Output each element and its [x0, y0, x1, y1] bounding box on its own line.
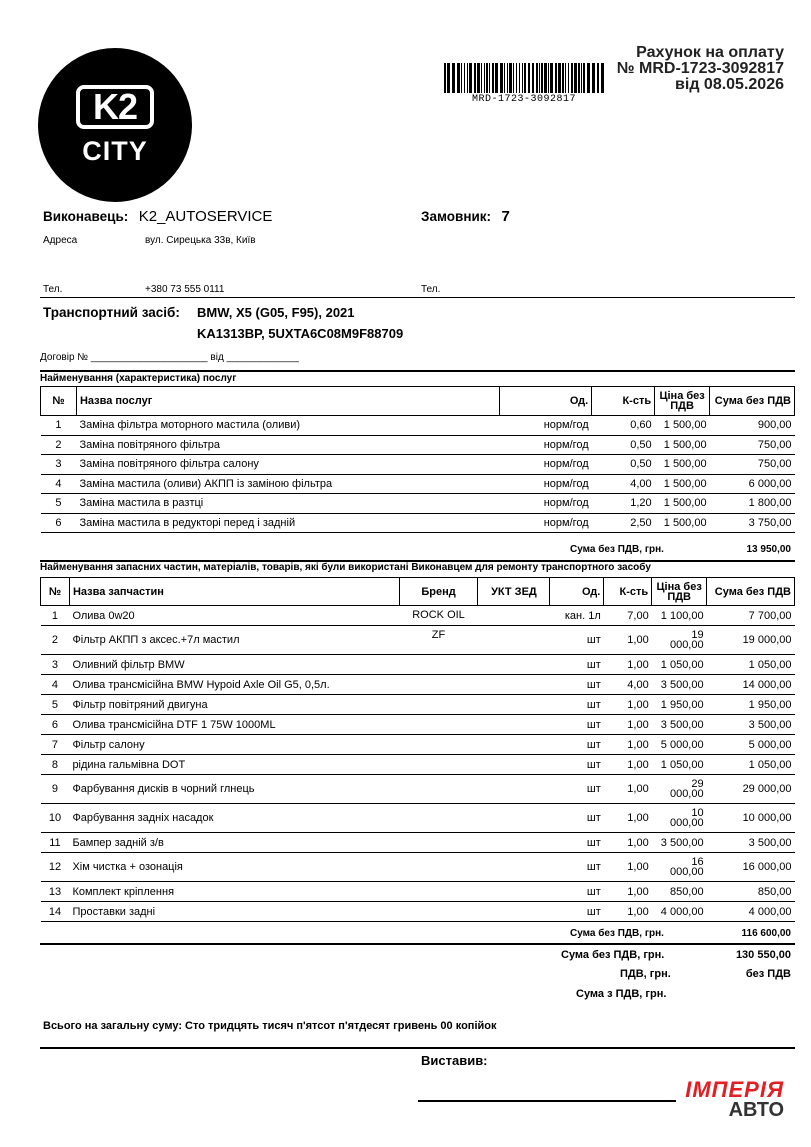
cell-unit: шт — [550, 675, 604, 695]
barcode-bar — [474, 63, 476, 93]
cell-no: 5 — [41, 494, 77, 514]
cell-ukt — [478, 804, 550, 833]
col-header-name: Назва послуг — [76, 387, 499, 416]
services-table — [40, 386, 795, 533]
cell-brand: ROCK OIL — [399, 606, 478, 626]
barcode-bar — [469, 63, 472, 93]
barcode-bar — [574, 63, 577, 93]
cell-name: Олива 0w20 — [69, 606, 399, 626]
part-row — [41, 882, 795, 902]
cell-qty: 1,00 — [604, 882, 652, 902]
cell-price: 3 500,00 — [652, 833, 707, 853]
cell-sum: 900,00 — [710, 416, 795, 436]
col-header-no: № — [41, 387, 77, 416]
col-header-name: Назва запчастин — [69, 578, 399, 606]
cell-ukt — [478, 833, 550, 853]
customer-phone-label: Тел. — [421, 284, 441, 295]
contract-line — [40, 352, 299, 363]
barcode-bar — [467, 63, 468, 93]
cell-no: 8 — [41, 755, 70, 775]
cell-name: Заміна фільтра моторного мастила (оливи) — [76, 416, 499, 436]
cell-qty: 4,00 — [592, 474, 655, 494]
cell-no: 6 — [41, 715, 70, 735]
barcode-bar — [587, 63, 590, 93]
vat-label: ПДВ, грн. — [620, 968, 671, 980]
customer-label: Замовник: — [421, 209, 492, 224]
cell-unit: шт — [550, 775, 604, 804]
cell-unit: норм/год — [500, 513, 592, 533]
cell-price: 19 000,00 — [652, 626, 707, 655]
barcode-bar — [524, 63, 526, 93]
cell-price: 29 000,00 — [652, 775, 707, 804]
barcode-bar — [562, 63, 564, 93]
parts-section-title: Найменування запасних частин, матеріалів, товарів, які були використані Виконавцем для ремонту транспортного засобу — [40, 562, 651, 573]
col-header-sum: Сума без ПДВ — [710, 387, 795, 416]
cell-no: 11 — [41, 833, 70, 853]
signature-line — [418, 1100, 676, 1102]
cell-brand — [399, 695, 478, 715]
divider — [40, 370, 795, 372]
cell-qty: 2,50 — [592, 513, 655, 533]
col-header-price: Ціна без ПДВ — [652, 578, 707, 606]
cell-no: 14 — [41, 902, 70, 922]
invoice-number: № MRD-1723-3092817 — [616, 60, 784, 77]
cell-name: Бампер задній з/в — [69, 833, 399, 853]
cell-brand — [399, 853, 478, 882]
cell-no: 3 — [41, 455, 77, 475]
cell-price: 1 500,00 — [655, 455, 710, 475]
services-header-row — [41, 387, 795, 416]
cell-qty: 1,00 — [604, 902, 652, 922]
parts-total: 116 600,00 — [741, 928, 791, 939]
cell-sum: 1 950,00 — [707, 695, 795, 715]
cell-qty: 1,00 — [604, 755, 652, 775]
part-row — [41, 715, 795, 735]
parts-header-row — [41, 578, 795, 606]
cell-unit: шт — [550, 755, 604, 775]
cell-sum: 3 750,00 — [710, 513, 795, 533]
cell-ukt — [478, 735, 550, 755]
cell-ukt — [478, 626, 550, 655]
cell-sum: 3 500,00 — [707, 715, 795, 735]
cell-sum: 750,00 — [710, 455, 795, 475]
part-row — [41, 804, 795, 833]
col-header-qty: К-сть — [604, 578, 652, 606]
service-row — [41, 513, 795, 533]
cell-unit: норм/год — [500, 494, 592, 514]
barcode-bar — [565, 63, 566, 93]
contract-label: Договір № — [40, 352, 89, 363]
cell-price: 1 950,00 — [652, 695, 707, 715]
cell-qty: 1,20 — [592, 494, 655, 514]
cell-sum: 1 050,00 — [707, 655, 795, 675]
barcode-bar — [495, 63, 498, 93]
cell-price: 1 050,00 — [652, 655, 707, 675]
vehicle-plate-vin: KA1313BP, 5UXTA6C08M9F88709 — [197, 326, 404, 341]
barcode-bar — [481, 63, 482, 93]
service-row — [41, 435, 795, 455]
brand-logo-bottom: АВТО — [728, 1099, 784, 1121]
barcode-bar — [477, 63, 480, 93]
barcode-bar — [500, 63, 503, 93]
cell-unit: шт — [550, 882, 604, 902]
barcode-bar — [601, 63, 604, 93]
customer-block — [421, 208, 510, 226]
cell-ukt — [478, 715, 550, 735]
vehicle-label: Транспортний засіб: — [43, 305, 180, 320]
cell-unit: шт — [550, 735, 604, 755]
service-row — [41, 455, 795, 475]
cell-brand — [399, 804, 478, 833]
barcode-bar — [571, 63, 573, 93]
cell-qty: 0,50 — [592, 435, 655, 455]
barcode-bar — [507, 63, 508, 93]
cell-brand — [399, 735, 478, 755]
cell-qty: 1,00 — [604, 775, 652, 804]
cell-ukt — [478, 755, 550, 775]
barcode-bar — [539, 63, 540, 93]
cell-brand — [399, 833, 478, 853]
cell-qty: 7,00 — [604, 606, 652, 626]
cell-unit: норм/год — [500, 416, 592, 436]
signature-label: Виставив: — [421, 1053, 488, 1068]
col-header-unit: Од. — [500, 387, 592, 416]
barcode-bar — [581, 63, 582, 93]
cell-brand — [399, 902, 478, 922]
part-row — [41, 626, 795, 655]
cell-no: 4 — [41, 675, 70, 695]
cell-price: 3 500,00 — [652, 715, 707, 735]
cell-no: 12 — [41, 853, 70, 882]
cell-no: 10 — [41, 804, 70, 833]
barcode-bar — [583, 63, 585, 93]
executor-label: Виконавець: — [43, 209, 129, 224]
cell-sum: 5 000,00 — [707, 735, 795, 755]
cell-ukt — [478, 853, 550, 882]
cell-unit: шт — [550, 902, 604, 922]
cell-no: 9 — [41, 775, 70, 804]
barcode-bar — [519, 63, 520, 93]
barcode-bar — [452, 63, 455, 93]
cell-no: 3 — [41, 655, 70, 675]
address-value: вул. Сирецька 33в, Київ — [145, 235, 256, 246]
total-in-words: Всього на загальну суму: Сто тридцять тисяч п'ятсот п'ятдесят гривень 00 копійок — [43, 1020, 497, 1032]
cell-sum: 3 500,00 — [707, 833, 795, 853]
invoice-header — [617, 45, 784, 93]
cell-price: 1 050,00 — [652, 755, 707, 775]
barcode-bar — [528, 63, 530, 93]
part-row — [41, 606, 795, 626]
barcode-bar — [568, 63, 569, 93]
barcode-bar — [541, 63, 543, 93]
cell-sum: 29 000,00 — [707, 775, 795, 804]
cell-no: 2 — [41, 435, 77, 455]
cell-name: Фарбування задніх насадок — [69, 804, 399, 833]
cell-qty: 4,00 — [604, 675, 652, 695]
cell-brand — [399, 675, 478, 695]
cell-sum: 1 050,00 — [707, 755, 795, 775]
part-row — [41, 902, 795, 922]
cell-sum: 16 000,00 — [707, 853, 795, 882]
cell-price: 1 100,00 — [652, 606, 707, 626]
cell-price: 1 500,00 — [655, 435, 710, 455]
part-row — [41, 755, 795, 775]
barcode-bar — [447, 63, 450, 93]
cell-qty: 1,00 — [604, 833, 652, 853]
barcode-bar — [558, 63, 561, 93]
part-row — [41, 655, 795, 675]
cell-ukt — [478, 775, 550, 804]
vat-value: без ПДВ — [745, 968, 791, 980]
cell-qty: 1,00 — [604, 626, 652, 655]
cell-name: Фільтр повітряний двигуна — [69, 695, 399, 715]
cell-brand — [399, 882, 478, 902]
col-header-price: Ціна без ПДВ — [655, 387, 710, 416]
part-row — [41, 775, 795, 804]
cell-name: рідина гальмівна DOT — [69, 755, 399, 775]
cell-price: 4 000,00 — [652, 902, 707, 922]
cell-unit: шт — [550, 833, 604, 853]
sum-no-vat-label: Сума без ПДВ, грн. — [561, 949, 665, 961]
cell-no: 2 — [41, 626, 70, 655]
service-row — [41, 494, 795, 514]
cell-price: 1 500,00 — [655, 474, 710, 494]
barcode-bar — [532, 63, 534, 93]
cell-price: 5 000,00 — [652, 735, 707, 755]
sum-with-vat-label: Сума з ПДВ, грн. — [576, 988, 667, 1000]
part-row — [41, 735, 795, 755]
cell-unit: шт — [550, 853, 604, 882]
cell-qty: 1,00 — [604, 655, 652, 675]
cell-brand: ZF — [399, 626, 478, 655]
cell-unit: норм/год — [500, 474, 592, 494]
cell-name: Комплект кріплення — [69, 882, 399, 902]
cell-qty: 1,00 — [604, 695, 652, 715]
cell-name: Фарбування дисків в чорний глнець — [69, 775, 399, 804]
cell-qty: 0,50 — [592, 455, 655, 475]
barcode-bar — [544, 63, 547, 93]
service-row — [41, 474, 795, 494]
cell-sum: 19 000,00 — [707, 626, 795, 655]
cell-no: 6 — [41, 513, 77, 533]
barcode-bar — [457, 63, 460, 93]
col-header-qty: К-сть — [592, 387, 655, 416]
cell-price: 850,00 — [652, 882, 707, 902]
cell-sum: 10 000,00 — [707, 804, 795, 833]
cell-unit: шт — [550, 655, 604, 675]
cell-name: Фільтр АКПП з аксес.+7л мастил — [69, 626, 399, 655]
logo-city-text: CITY — [82, 136, 148, 166]
cell-unit: норм/год — [500, 455, 592, 475]
barcode-bar — [464, 63, 465, 93]
col-header-sum: Сума без ПДВ — [707, 578, 795, 606]
cell-brand — [399, 755, 478, 775]
cell-name: Олива трансмісійна BMW Hypoid Axle Oil G5, 0,5л. — [69, 675, 399, 695]
col-header-ukt: УКТ ЗЕД — [478, 578, 550, 606]
divider — [40, 943, 795, 945]
barcode-bar — [504, 63, 505, 93]
address-label: Адреса — [43, 235, 78, 246]
cell-unit: шт — [550, 804, 604, 833]
part-row — [41, 695, 795, 715]
divider — [40, 297, 795, 298]
barcode-bar — [536, 63, 538, 93]
brand-logo — [674, 1077, 784, 1121]
barcode-bar — [597, 63, 599, 93]
cell-unit: кан. 1л — [550, 606, 604, 626]
cell-brand — [399, 715, 478, 735]
cell-qty: 1,00 — [604, 804, 652, 833]
cell-ukt — [478, 902, 550, 922]
cell-brand — [399, 655, 478, 675]
barcode-bar — [578, 63, 580, 93]
cell-unit: норм/год — [500, 435, 592, 455]
cell-ukt — [478, 695, 550, 715]
col-header-no: № — [41, 578, 70, 606]
cell-name: Олива трансмісійна DTF 1 75W 1000ML — [69, 715, 399, 735]
executor-phone: +380 73 555 0111 — [145, 284, 225, 295]
cell-price: 1 500,00 — [655, 494, 710, 514]
cell-name: Заміна повітряного фільтра салону — [76, 455, 499, 475]
barcode-bar — [509, 63, 512, 93]
logo-k2-text: K2 — [76, 85, 154, 129]
cell-no: 4 — [41, 474, 77, 494]
cell-qty: 1,00 — [604, 735, 652, 755]
cell-unit: шт — [550, 715, 604, 735]
executor-phone-label: Тел. — [43, 284, 63, 295]
cell-price: 1 500,00 — [655, 513, 710, 533]
barcode-bar — [461, 63, 462, 93]
barcode-bar — [492, 63, 494, 93]
contract-number-blank: _____________________ — [90, 352, 208, 363]
cell-sum: 750,00 — [710, 435, 795, 455]
cell-price: 3 500,00 — [652, 675, 707, 695]
cell-price: 10 000,00 — [652, 804, 707, 833]
invoice-date: від 08.05.2026 — [675, 76, 784, 93]
brand-logo-top: ІМПЕРІЯ — [685, 1077, 784, 1102]
cell-no: 7 — [41, 735, 70, 755]
cell-price: 16 000,00 — [652, 853, 707, 882]
barcode-bar — [550, 63, 553, 93]
cell-name: Заміна мастила в разтці — [76, 494, 499, 514]
cell-qty: 0,60 — [592, 416, 655, 436]
cell-name: Проставки задні — [69, 902, 399, 922]
cell-name: Фільтр салону — [69, 735, 399, 755]
barcode-bar — [486, 63, 488, 93]
barcode-bar — [555, 63, 557, 93]
cell-no: 1 — [41, 416, 77, 436]
cell-sum: 6 000,00 — [710, 474, 795, 494]
services-total-label: Сума без ПДВ, грн. — [570, 544, 664, 555]
barcode-bar — [489, 63, 490, 93]
cell-sum: 4 000,00 — [707, 902, 795, 922]
contract-date-blank: _____________ — [226, 352, 299, 363]
cell-ukt — [478, 882, 550, 902]
cell-name: Хім чистка + озонація — [69, 853, 399, 882]
barcode — [444, 63, 604, 93]
cell-brand — [399, 775, 478, 804]
parts-table — [40, 577, 795, 922]
barcode-bar — [484, 63, 485, 93]
part-row — [41, 675, 795, 695]
company-logo — [38, 48, 192, 202]
cell-ukt — [478, 655, 550, 675]
cell-ukt — [478, 606, 550, 626]
services-section-title: Найменування (характеристика) послуг — [40, 373, 237, 384]
services-total: 13 950,00 — [746, 544, 791, 555]
cell-name: Оливний фільтр BMW — [69, 655, 399, 675]
customer-name: 7 — [501, 208, 510, 225]
col-header-unit: Од. — [550, 578, 604, 606]
barcode-bar — [516, 63, 517, 93]
barcode-bar — [444, 63, 446, 93]
barcode-bar — [592, 63, 595, 93]
part-row — [41, 833, 795, 853]
col-header-brand: Бренд — [399, 578, 478, 606]
cell-ukt — [478, 675, 550, 695]
barcode-bar — [513, 63, 514, 93]
sum-no-vat: 130 550,00 — [735, 949, 791, 961]
part-row — [41, 853, 795, 882]
cell-no: 13 — [41, 882, 70, 902]
invoice-title: Рахунок на оплату — [636, 44, 784, 61]
cell-name: Заміна мастила (оливи) АКПП із заміною фільтра — [76, 474, 499, 494]
parts-total-label: Сума без ПДВ, грн. — [570, 928, 664, 939]
cell-qty: 1,00 — [604, 715, 652, 735]
cell-no: 1 — [41, 606, 70, 626]
cell-no: 5 — [41, 695, 70, 715]
cell-sum: 850,00 — [707, 882, 795, 902]
cell-qty: 1,00 — [604, 853, 652, 882]
contract-date-label: від — [210, 352, 224, 363]
cell-price: 1 500,00 — [655, 416, 710, 436]
cell-sum: 1 800,00 — [710, 494, 795, 514]
barcode-bar — [522, 63, 523, 93]
barcode-bar — [548, 63, 549, 93]
cell-sum: 14 000,00 — [707, 675, 795, 695]
cell-name: Заміна мастила в редукторі перед і задній — [76, 513, 499, 533]
cell-unit: шт — [550, 695, 604, 715]
executor-block — [43, 208, 272, 226]
executor-name: K2_AUTOSERVICE — [138, 208, 273, 225]
cell-unit: шт — [550, 626, 604, 655]
divider — [40, 1047, 795, 1049]
cell-sum: 7 700,00 — [707, 606, 795, 626]
service-row — [41, 416, 795, 436]
barcode-text: MRD-1723-3092817 — [471, 94, 576, 105]
cell-name: Заміна повітряного фільтра — [76, 435, 499, 455]
vehicle-model: BMW, X5 (G05, F95), 2021 — [197, 305, 355, 320]
